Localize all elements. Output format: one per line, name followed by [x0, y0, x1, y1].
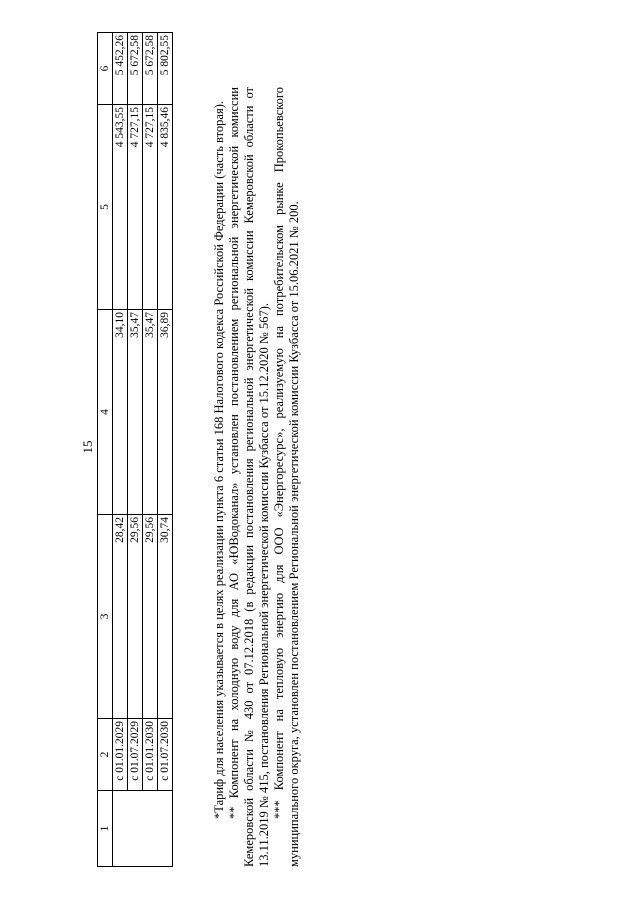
header-cell: 2 [98, 719, 113, 791]
table-cell: 30,74 [158, 515, 173, 719]
tariff-table [97, 32, 173, 867]
header-cell: 1 [98, 791, 113, 867]
footnote-thermal-energy: *** Компонент на тепловую энергию для ООО «Энергоресурс», реализуемую на потребительском рынке Прокопьевского муниципального округа, установлен постановлением Региональной энергетической комиссии Кузбасса от 15.06.2021 № 200. [272, 87, 301, 867]
table-cell: с 01.01.2030 [143, 719, 158, 791]
table-cell: 35,47 [128, 310, 143, 515]
table-cell [158, 791, 173, 867]
table-header-row [98, 33, 113, 867]
table-cell: 4 727,15 [143, 105, 158, 310]
table-row [143, 33, 158, 867]
table-row [158, 33, 173, 867]
table-cell [113, 791, 128, 867]
header-cell: 5 [98, 105, 113, 310]
page-number: 15 [80, 440, 95, 454]
table-cell: с 01.07.2029 [128, 719, 143, 791]
table-cell: 34,10 [113, 310, 128, 515]
header-cell: 6 [98, 33, 113, 105]
table-row [128, 33, 143, 867]
table-cell: 28,42 [113, 515, 128, 719]
table-cell: 35,47 [143, 310, 158, 515]
table-cell [128, 791, 143, 867]
table-cell: 4 543,55 [113, 105, 128, 310]
footnote-population-tariff: *Тариф для населения указывается в целях реализации пункта 6 статьи 168 Налогового кодекса Российской Федерации (часть вторая). [212, 100, 226, 819]
table-cell: 5 452,26 [113, 33, 128, 105]
table-row [113, 33, 128, 867]
table-cell: 4 727,15 [128, 105, 143, 310]
table-cell: 29,56 [128, 515, 143, 719]
table-cell [143, 791, 158, 867]
table-cell: 36,89 [158, 310, 173, 515]
table-cell: 4 835,46 [158, 105, 173, 310]
table-cell: 5 672,58 [143, 33, 158, 105]
footnotes [212, 87, 302, 867]
header-cell: 4 [98, 310, 113, 515]
table-cell: 5 802,55 [158, 33, 173, 105]
table-cell: с 01.01.2029 [113, 719, 128, 791]
table-cell: с 01.07.2030 [158, 719, 173, 791]
header-cell: 3 [98, 515, 113, 719]
footnote-cold-water: ** Компонент на холодную воду для АО «ЮВодоканал» установлен постановлением региональной энергетической комиссии Кемеровской области № 430 от 07.12.2018 (в редакции постановления региональной энергетической комиссии Кемеровской области от 13.11.2019 № 415, постановления Региональной энергетической комиссии Кузбасса от 15.12.2020 № 567). [227, 87, 271, 867]
table-cell: 29,56 [143, 515, 158, 719]
table-cell: 5 672,58 [128, 33, 143, 105]
